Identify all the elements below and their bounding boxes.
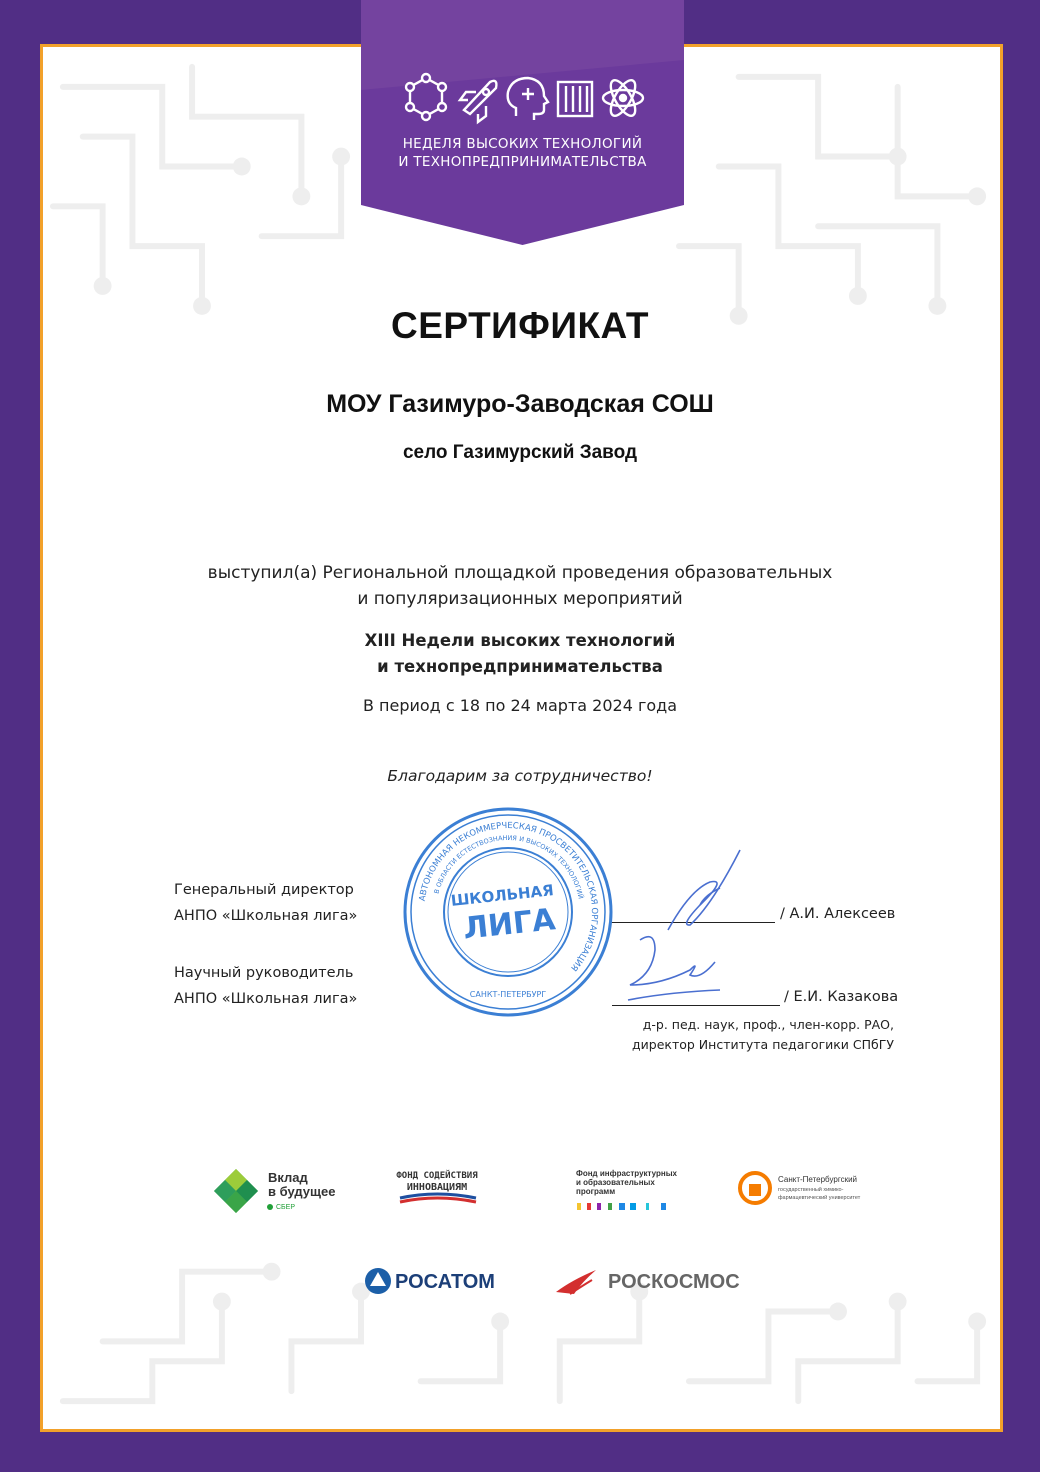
certificate-description xyxy=(0,560,1040,612)
spbu-line-2: государственный химико- xyxy=(778,1187,844,1193)
banner-line-2: И ТЕХНОПРЕДПРИНИМАТЕЛЬСТВА xyxy=(398,154,647,170)
stamp-inner-ring-text: В ОБЛАСТИ ЕСТЕСТВОЗНАНИЯ И ВЫСОКИХ ТЕХНОЛОГИЙ xyxy=(432,833,585,900)
description-line-2: и популяризационных мероприятий xyxy=(357,589,683,609)
rosatom-name: РОСАТОМ xyxy=(395,1271,495,1293)
vklad-line-1: Вклад xyxy=(268,1170,308,1185)
credentials-line-1: д-р. пед. наук, проф., член-корр. РАО, xyxy=(642,1017,894,1032)
organization-location: село Газимурский Завод xyxy=(402,442,638,463)
books-icon xyxy=(558,82,592,116)
organization-name: МОУ Газимуро-Заводская СОШ xyxy=(326,390,714,418)
spbu-line-1: Санкт-Петербургский xyxy=(778,1175,858,1184)
head-icon xyxy=(508,78,548,120)
description-line-1: выступил(а) Региональной площадкой проведения образовательных xyxy=(207,563,833,583)
certificate-title: СЕРТИФИКАТ xyxy=(390,305,650,346)
stamp-center-line-1: ШКОЛЬНАЯ xyxy=(450,881,555,910)
signatory-1-role xyxy=(174,877,357,929)
roscosmos-name: РОСКОСМОС xyxy=(608,1271,740,1293)
event-icons xyxy=(398,70,648,126)
signatory-1-name: / А.И. Алексеев xyxy=(780,906,896,922)
stamp-ring-text: АВТОНОМНАЯ НЕКОММЕРЧЕСКАЯ ПРОСВЕТИТЕЛЬСКАЯ ОРГАНИЗАЦИЯ xyxy=(417,820,600,973)
signatory-2-role-line-2: АНПО «Школьная лига» xyxy=(174,991,358,1007)
event-name xyxy=(0,628,1040,680)
molecule-icon xyxy=(406,74,446,120)
rocket-icon xyxy=(460,81,496,122)
stamp-bottom-text: САНКТ-ПЕТЕРБУРГ xyxy=(469,990,547,999)
vklad-sub: СБЕР xyxy=(276,1204,295,1211)
fond-line-2: ИННОВАЦИЯМ xyxy=(406,1182,468,1193)
signatory-2-credentials xyxy=(632,1015,894,1055)
signature-line-1 xyxy=(610,922,775,923)
vklad-line-2: в будущее xyxy=(268,1184,336,1199)
signature-line-2 xyxy=(612,1005,780,1006)
signatory-2-role xyxy=(174,960,357,1012)
circuit-pattern xyxy=(43,47,1000,1429)
signatory-2-name: / Е.И. Казакова xyxy=(784,989,899,1005)
signatory-1-role-line-2: АНПО «Школьная лига» xyxy=(174,908,358,924)
fiop-line-1: Фонд инфраструктурных xyxy=(576,1169,677,1178)
signatory-2-role-line-1: Научный руководитель xyxy=(174,965,354,981)
fiop-line-2: и образовательных xyxy=(576,1178,655,1187)
signatory-1-role-line-1: Генеральный директор xyxy=(174,882,354,898)
spbu-line-3: фармацевтический университет xyxy=(778,1195,861,1201)
event-line-1: XIII Недели высоких технологий xyxy=(364,631,676,650)
event-period: В период с 18 по 24 марта 2024 года xyxy=(362,696,678,715)
certificate-sheet xyxy=(40,44,1003,1432)
stamp-center-line-2: ЛИГА xyxy=(461,902,558,947)
banner-line-1: НЕДЕЛЯ ВЫСОКИХ ТЕХНОЛОГИЙ xyxy=(402,136,643,152)
thanks-note: Благодарим за сотрудничество! xyxy=(387,767,653,785)
event-line-2: и технопредпринимательства xyxy=(377,657,663,676)
fiop-line-3: программ xyxy=(576,1187,616,1196)
atom-icon xyxy=(603,77,643,120)
credentials-line-2: директор Института педагогики СПбГУ xyxy=(632,1037,894,1052)
banner-title xyxy=(361,135,684,171)
fond-line-1: ФОНД СОДЕЙСТВИЯ xyxy=(396,1171,478,1181)
